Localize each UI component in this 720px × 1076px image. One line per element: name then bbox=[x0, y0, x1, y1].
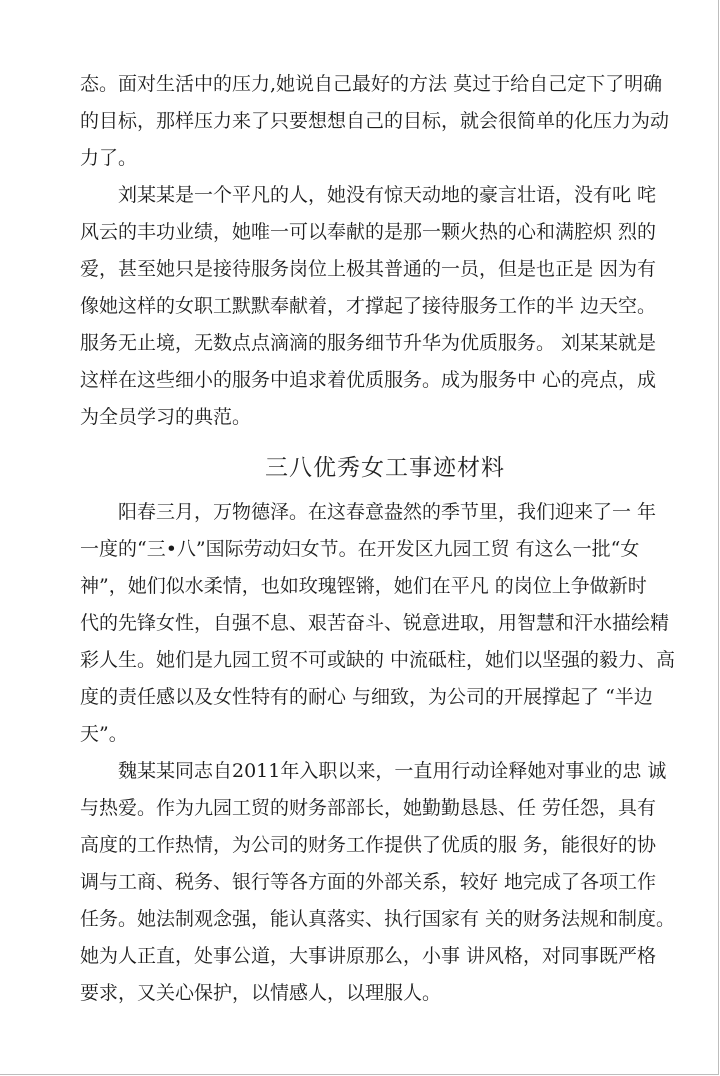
text-line: 服务无止境，无数点点滴滴的服务细节升华为优质服务。 刘某某就是 bbox=[80, 332, 657, 354]
text-line: 爱，甚至她只是接待服务岗位上极其普通的一员，但是也正是 因为有 bbox=[80, 258, 657, 280]
section-title: 三八优秀女工事迹材料 bbox=[265, 455, 505, 481]
text-line: 阳春三月，万物德泽。在这春意盎然的季节里，我们迎来了一 年 bbox=[80, 501, 657, 523]
text-line: 刘某某是一个平凡的人，她没有惊天动地的豪言壮语，没有叱 咤 bbox=[80, 184, 657, 206]
text-line: 要求，又关心保护，以情感人，以理服人。 bbox=[80, 982, 442, 1004]
top-section bbox=[80, 66, 690, 436]
text-line: 魏某某同志自2011年入职以来，一直用行动诠释她对事业的忠 诚 bbox=[80, 760, 667, 782]
text-line: 她为人正直，处事公道，大事讲原那么，小事 讲风格，对同事既严格 bbox=[80, 945, 657, 967]
text-line: 态。面对生活中的压力,她说自己最好的方法 莫过于给自己定下了明确 bbox=[80, 73, 663, 95]
text-line: 神”，她们似水柔情，也如玫瑰铿锵，她们在平凡 的岗位上争做新时 bbox=[80, 575, 647, 597]
text-line: 代的先锋女性，自强不息、艰苦奋斗、锐意进取，用智慧和汗水描绘精 bbox=[80, 612, 670, 634]
paragraph bbox=[80, 66, 690, 177]
text-line: 彩人生。她们是九园工贸不可或缺的 中流砥柱，她们以坚强的毅力、高 bbox=[80, 649, 676, 671]
text-line: 度的责任感以及女性特有的耐心 与细致，为公司的开展撑起了 “半边 bbox=[80, 686, 653, 708]
text-line: 任务。她法制观念强，能认真落实、执行国家有 关的财务法规和制度。 bbox=[80, 908, 676, 930]
paragraph bbox=[80, 177, 690, 436]
text-line: 的目标，那样压力来了只要想想自己的目标，就会很简单的化压力为动 bbox=[80, 110, 670, 132]
paragraph bbox=[80, 753, 690, 1012]
text-line: 像她这样的女职工默默奉献着，才撑起了接待服务工作的半 边天空。 bbox=[80, 295, 657, 317]
text-line: 调与工商、税务、银行等各方面的外部关系，较好 地完成了各项工作 bbox=[80, 871, 657, 893]
document-body bbox=[80, 66, 690, 1012]
text-line: 与热爱。作为九园工贸的财务部部长，她勤勤恳恳、任 劳任怨，具有 bbox=[80, 797, 657, 819]
bottom-section bbox=[80, 494, 690, 1012]
text-line: 这样在这些细小的服务中追求着优质服务。成为服务中 心的亮点，成 bbox=[80, 369, 657, 391]
text-line: 天”。 bbox=[80, 723, 128, 745]
paragraph bbox=[80, 494, 690, 753]
text-line: 一度的“三•八”国际劳动妇女节。在开发区九园工贸 有这么一批“女 bbox=[80, 538, 640, 560]
text-line: 高度的工作热情，为公司的财务工作提供了优质的服 务，能很好的协 bbox=[80, 834, 657, 856]
text-line: 为全员学习的典范。 bbox=[80, 406, 252, 428]
text-line: 力了。 bbox=[80, 147, 138, 169]
text-line: 风云的丰功业绩，她唯一可以奉献的是那一颗火热的心和满腔炽 烈的 bbox=[80, 221, 657, 243]
